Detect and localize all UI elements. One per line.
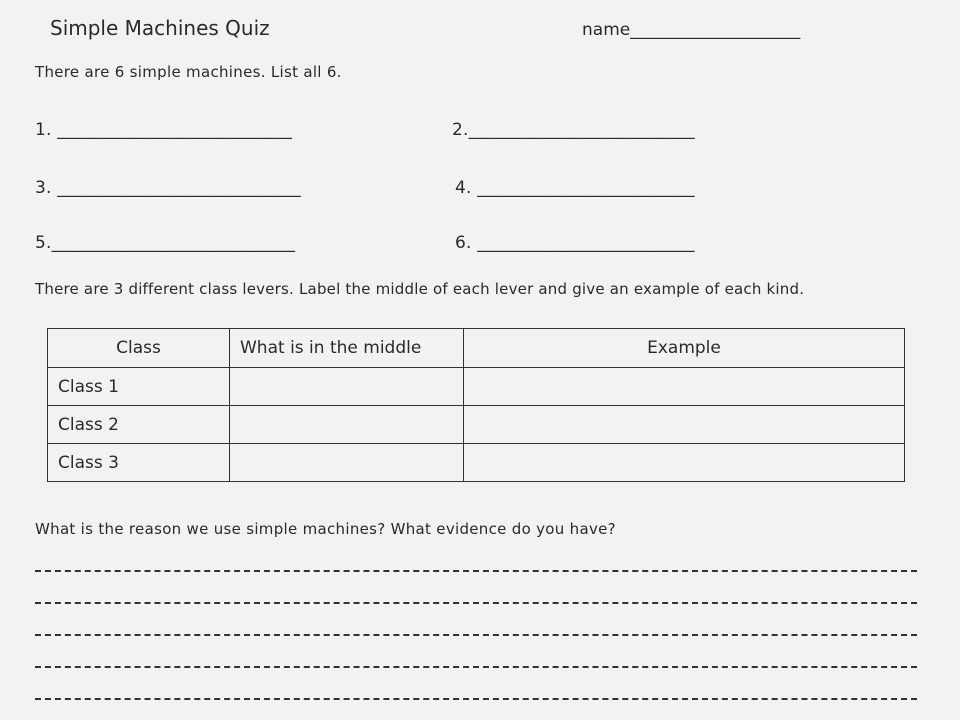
answer-line[interactable] <box>35 570 917 572</box>
answer-line[interactable] <box>35 698 917 700</box>
answer-line[interactable] <box>35 634 917 636</box>
answer-item-4[interactable]: 4. _________________________ <box>455 178 695 198</box>
answer-item-2[interactable]: 2.__________________________ <box>452 120 695 140</box>
column-header-example: Example <box>464 329 905 368</box>
reason-question: What is the reason we use simple machines? What evidence do you have? <box>35 520 616 538</box>
table-header-row <box>48 329 905 368</box>
example-cell[interactable] <box>464 444 905 482</box>
class-cell: Class 2 <box>48 406 230 444</box>
middle-cell[interactable] <box>230 368 464 406</box>
name-field[interactable]: name____________________ <box>582 20 801 40</box>
answer-item-6[interactable]: 6. _________________________ <box>455 233 695 253</box>
list-instructions: There are 6 simple machines. List all 6. <box>35 63 342 81</box>
column-header-middle: What is in the middle <box>230 329 464 368</box>
class-cell: Class 1 <box>48 368 230 406</box>
table-row <box>48 368 905 406</box>
column-header-class: Class <box>48 329 230 368</box>
answer-item-5[interactable]: 5.____________________________ <box>35 233 296 253</box>
answer-item-3[interactable]: 3. ____________________________ <box>35 178 301 198</box>
class-cell: Class 3 <box>48 444 230 482</box>
answer-line[interactable] <box>35 602 917 604</box>
lever-instructions: There are 3 different class levers. Label the middle of each lever and give an example of each kind. <box>35 280 805 298</box>
example-cell[interactable] <box>464 406 905 444</box>
quiz-title: Simple Machines Quiz <box>50 16 270 40</box>
answer-line[interactable] <box>35 666 917 668</box>
table-row <box>48 406 905 444</box>
example-cell[interactable] <box>464 368 905 406</box>
lever-table <box>47 328 905 482</box>
middle-cell[interactable] <box>230 444 464 482</box>
middle-cell[interactable] <box>230 406 464 444</box>
answer-item-1[interactable]: 1. ___________________________ <box>35 120 293 140</box>
table-row <box>48 444 905 482</box>
